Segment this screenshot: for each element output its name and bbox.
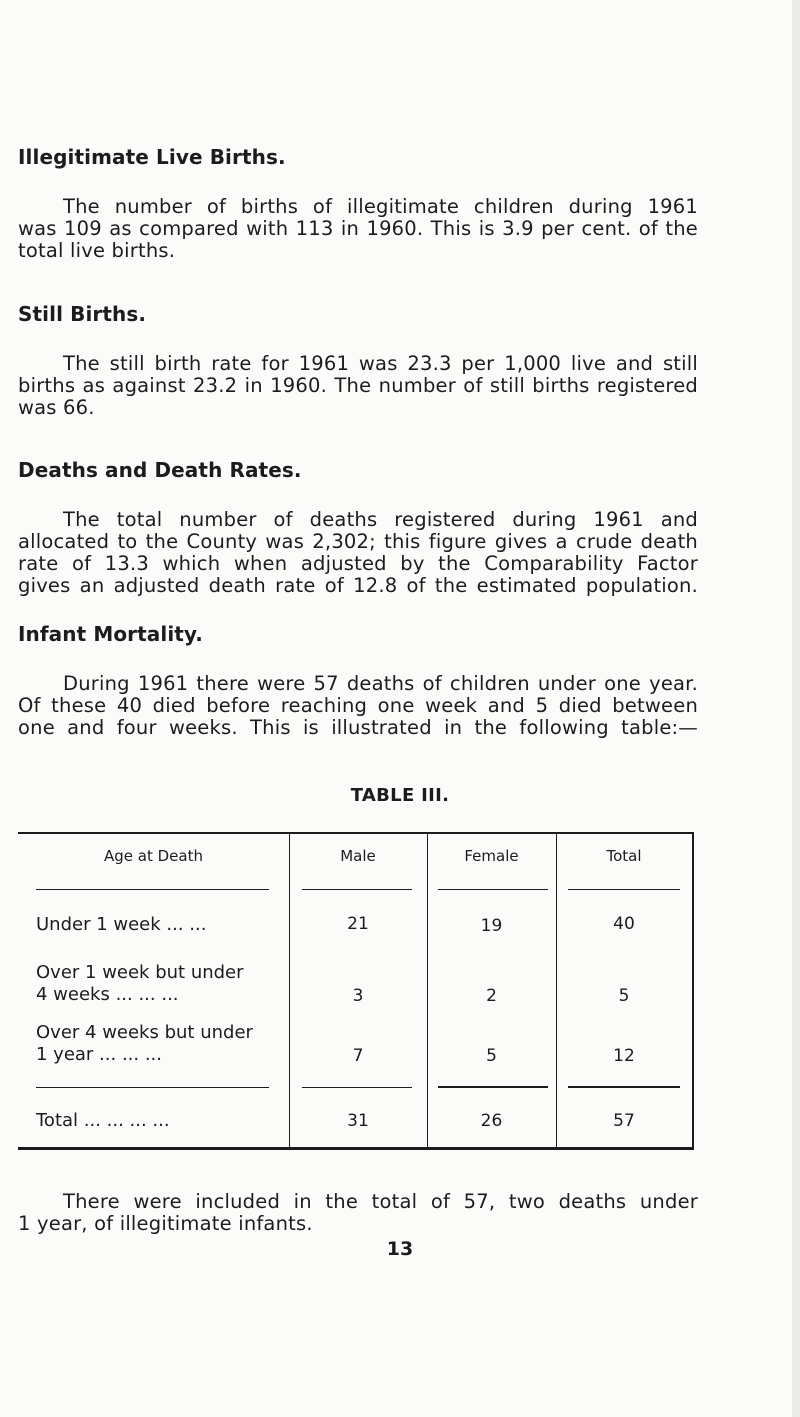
column-header-age-at-death: Age at Death <box>104 847 203 865</box>
total-value: 5 <box>618 986 630 1006</box>
row-label-line: Over 1 week but under <box>36 962 244 983</box>
page-number: 13 <box>386 1238 414 1260</box>
male-value: 7 <box>352 1046 364 1066</box>
column-header-female: Female <box>464 847 519 865</box>
total-row-label: Total ... ... ... ... <box>36 1110 170 1131</box>
text-line: rate of 13.3 which when adjusted by the Comparability Factor <box>18 552 698 575</box>
header-underline <box>438 889 548 890</box>
row-label <box>36 1022 253 1066</box>
text-line: Of these 40 died before reaching one week and 5 died between <box>18 694 698 717</box>
column-header-male: Male <box>340 847 376 865</box>
text-line: was 66. <box>18 396 95 419</box>
heading-infant-mortality: Infant Mortality. <box>18 622 203 646</box>
column-header-total: Total <box>606 847 642 865</box>
total-value: 12 <box>613 1046 635 1066</box>
total-value: 40 <box>613 914 635 934</box>
text-line: During 1961 there were 57 deaths of children under one year. <box>63 672 698 695</box>
total-overline <box>568 1086 680 1088</box>
table-right-rule <box>692 832 694 1150</box>
total-total-value: 57 <box>613 1111 635 1131</box>
total-overline <box>438 1086 548 1088</box>
paragraph-infant-mortality <box>18 673 698 739</box>
paragraph-illegitimate-live-births <box>18 196 698 262</box>
paragraph-footnote <box>18 1191 698 1235</box>
row-label-line: 4 weeks ... ... ... <box>36 984 179 1005</box>
table-bottom-rule <box>18 1147 694 1150</box>
paragraph-still-births <box>18 353 698 419</box>
text-line: gives an adjusted death rate of 12.8 of the estimated population. <box>18 574 698 597</box>
text-line: total live births. <box>18 239 176 262</box>
page-edge <box>792 0 800 1417</box>
text-line: births as against 23.2 in 1960. The number of still births registered <box>18 374 698 397</box>
row-label-line: Over 4 weeks but under <box>36 1022 253 1043</box>
female-value: 19 <box>480 916 503 936</box>
total-female-value: 26 <box>480 1111 503 1131</box>
male-value: 3 <box>352 986 364 1006</box>
text-line: The total number of deaths registered during 1961 and <box>63 508 698 531</box>
row-label: Under 1 week ... ... <box>36 914 207 935</box>
male-value: 21 <box>347 914 369 934</box>
paragraph-deaths-and-death-rates <box>18 509 698 597</box>
female-value: 5 <box>486 1046 497 1066</box>
header-underline <box>36 889 269 890</box>
text-line: allocated to the County was 2,302; this figure gives a crude death <box>18 530 698 553</box>
text-line: The number of births of illegitimate children during 1961 <box>63 195 698 218</box>
row-label <box>36 962 244 1006</box>
table-top-rule <box>18 832 694 834</box>
header-underline <box>302 889 412 890</box>
heading-deaths-and-death-rates: Deaths and Death Rates. <box>18 458 302 482</box>
infant-mortality-table <box>18 832 694 1150</box>
row-label-line: 1 year ... ... ... <box>36 1044 162 1065</box>
table-title: TABLE III. <box>350 785 450 806</box>
text-line: was 109 as compared with 113 in 1960. This is 3.9 per cent. of the <box>18 217 698 240</box>
total-overline <box>302 1087 412 1088</box>
header-underline <box>568 889 680 890</box>
total-overline <box>36 1087 269 1088</box>
heading-illegitimate-live-births: Illegitimate Live Births. <box>18 145 286 169</box>
text-line: There were included in the total of 57, two deaths under <box>63 1190 698 1213</box>
text-line: The still birth rate for 1961 was 23.3 per 1,000 live and still <box>63 352 698 375</box>
total-male-value: 31 <box>347 1111 369 1131</box>
heading-still-births: Still Births. <box>18 302 147 326</box>
text-line: one and four weeks. This is illustrated in the following table:— <box>18 716 698 739</box>
text-line: 1 year, of illegitimate infants. <box>18 1212 313 1235</box>
female-value: 2 <box>486 986 497 1006</box>
